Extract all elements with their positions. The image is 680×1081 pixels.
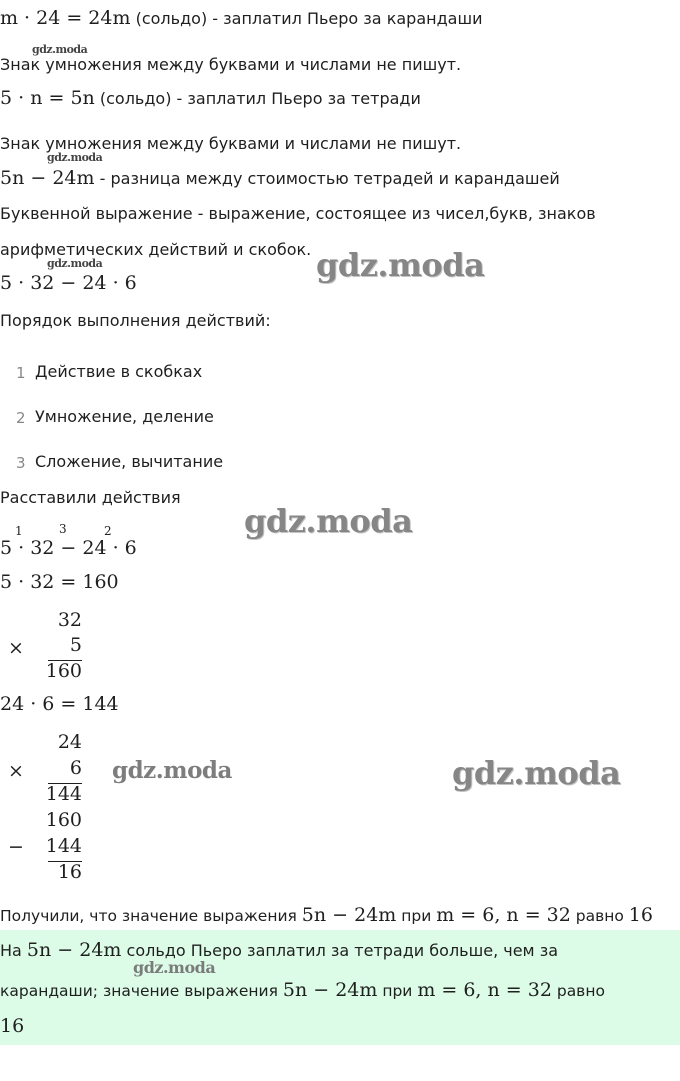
text: при	[377, 982, 418, 1000]
equation: 5 · 32 = 160	[0, 571, 119, 593]
math-expression: 16	[628, 904, 653, 926]
calc-operand: 5	[69, 634, 82, 656]
expression: 5 · 32 − 24 · 6	[0, 272, 137, 294]
list-number: 3	[16, 454, 26, 472]
text: сольдо Пьеро заплатил за тетради больше, чем за	[121, 941, 559, 960]
calc-operand: 6	[69, 757, 82, 779]
math-expression: 5n − 24m	[282, 979, 378, 1001]
text: - разница между стоимостью тетрадей и карандашей	[94, 169, 560, 188]
list-number: 1	[16, 364, 26, 382]
equation: 24 · 6 = 144	[0, 693, 119, 715]
watermark: gdz.moda	[47, 151, 103, 164]
calc-result: 144	[45, 783, 82, 805]
list-item: Умножение, деление	[35, 407, 214, 426]
text: равно	[551, 982, 605, 1000]
watermark: gdz.moda	[133, 958, 216, 977]
note-line: Знак умножения между буквами и числами не пишут.	[0, 55, 462, 74]
note-line: Знак умножения между буквами и числами не пишут.	[0, 134, 462, 153]
math-expression: 5n − 24m	[0, 167, 95, 189]
calc-operator: ×	[8, 637, 24, 659]
answer-value: 16	[0, 1015, 25, 1037]
calc-operator: −	[8, 836, 24, 858]
math-expression: m · 24 = 24m	[0, 7, 131, 29]
calc-result: 16	[57, 861, 82, 883]
order-mark: 2	[104, 524, 112, 538]
watermark: gdz.moda	[244, 502, 413, 540]
order-mark: 3	[59, 522, 67, 536]
calc-operator: ×	[8, 760, 24, 782]
text: равно	[570, 907, 629, 925]
math-expression: 5n − 24m	[26, 939, 122, 961]
text: Получили, что значение выражения	[0, 907, 302, 925]
text: карандаши; значение выражения	[0, 982, 283, 1000]
calc-operand: 32	[57, 609, 82, 631]
math-expression: m = 6, n = 32	[417, 979, 552, 1001]
calc-operand: 24	[57, 731, 82, 753]
watermark: gdz.moda	[452, 754, 621, 792]
list-item: Сложение, вычитание	[35, 452, 224, 471]
line-difference	[0, 166, 560, 191]
watermark: gdz.moda	[316, 246, 485, 284]
section-title: Расставили действия	[0, 488, 181, 507]
calc-result: 160	[45, 660, 82, 682]
line-notebooks	[0, 86, 421, 111]
calc-operand: 144	[45, 835, 82, 857]
text: (сольдо) - заплатил Пьеро за тетради	[94, 89, 421, 108]
result-line	[0, 903, 653, 928]
expression-with-order: 5 · 32 − 24 · 6	[0, 537, 137, 559]
text: На	[0, 941, 27, 960]
math-expression: m = 6, n = 32	[436, 904, 571, 926]
answer-line-2	[0, 978, 605, 1003]
math-expression: 5n − 24m	[301, 904, 397, 926]
math-expression: 5 · n = 5n	[0, 87, 95, 109]
text: при	[396, 907, 437, 925]
definition-line-2: арифметических действий и скобок.	[0, 240, 312, 259]
list-item: Действие в скобках	[35, 362, 203, 381]
list-number: 2	[16, 409, 26, 427]
watermark: gdz.moda	[112, 757, 232, 784]
line-pencils	[0, 6, 483, 31]
definition-line-1: Буквенной выражение - выражение, состоящее из чисел,букв, знаков	[0, 204, 596, 223]
text: (сольдо) - заплатил Пьеро за карандаши	[130, 9, 483, 28]
answer-line-1	[0, 938, 558, 963]
order-mark: 1	[15, 524, 23, 538]
calc-operand: 160	[45, 809, 82, 831]
watermark: gdz.moda	[32, 43, 88, 56]
order-title: Порядок выполнения действий:	[0, 311, 271, 330]
watermark: gdz.moda	[47, 257, 103, 270]
